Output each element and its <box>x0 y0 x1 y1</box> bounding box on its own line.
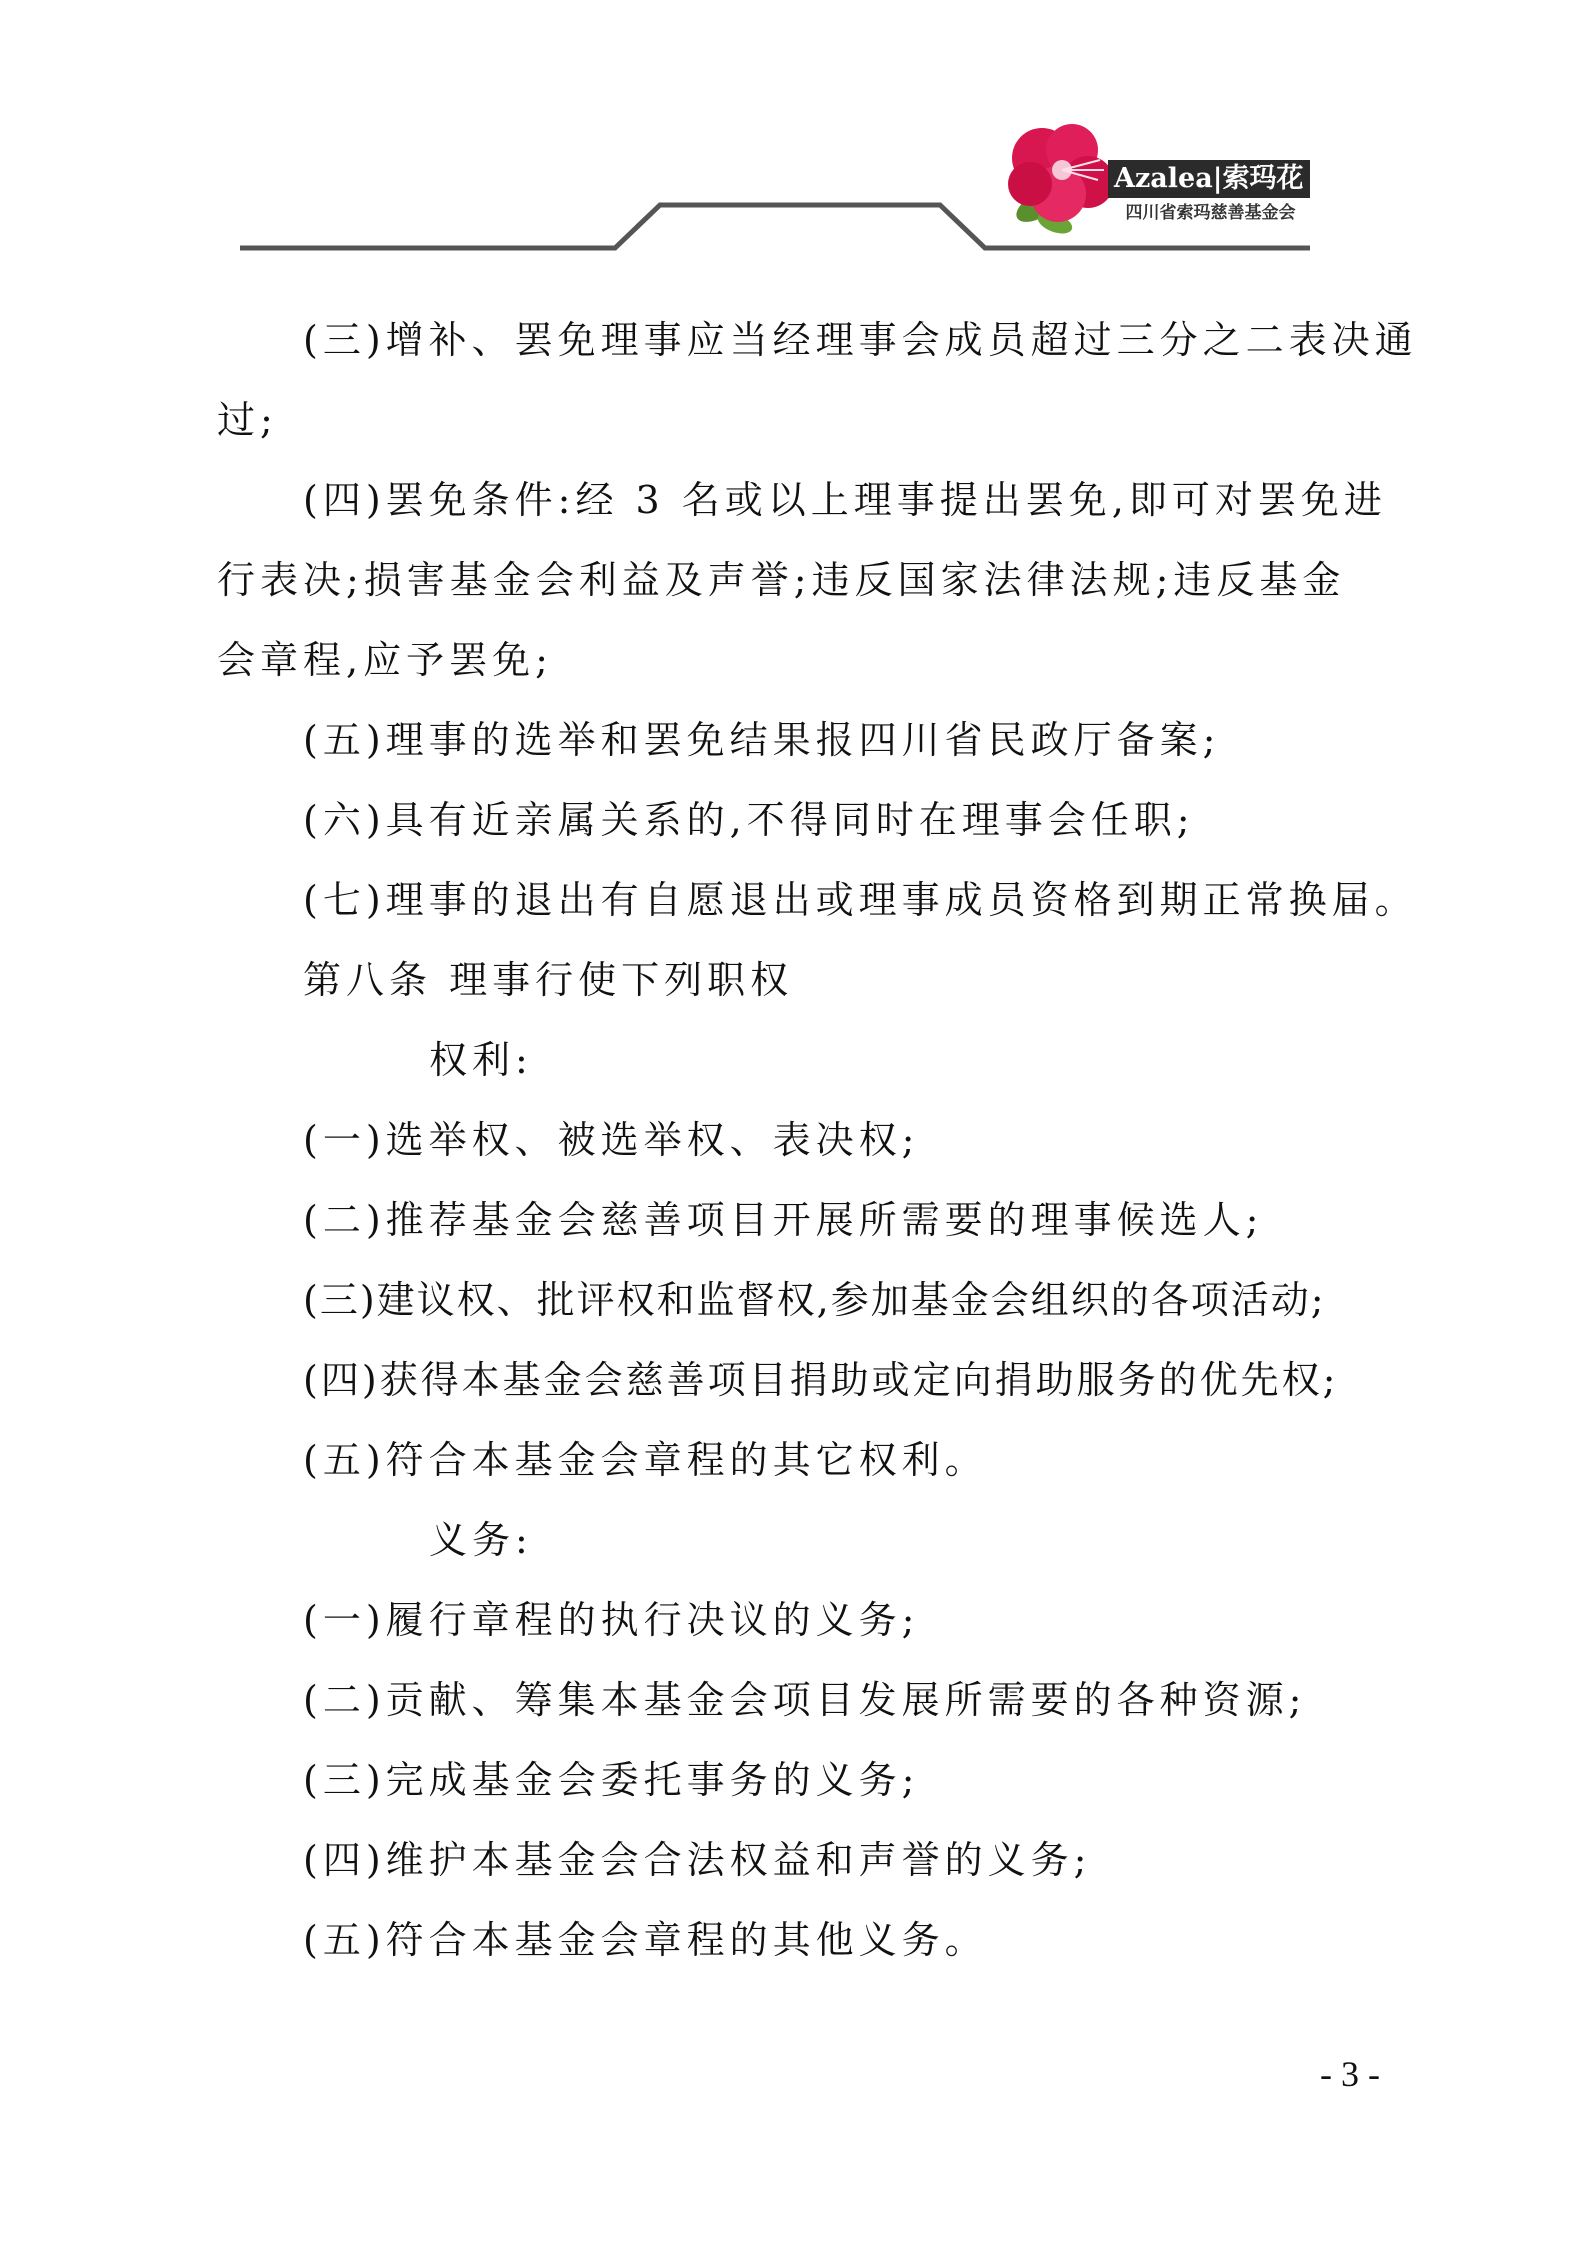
list-item: (五)符合本基金会章程的其它权利。 <box>303 1438 988 1482</box>
logo-text-en: Azalea|索玛花 <box>1108 160 1310 198</box>
list-item: (三)完成基金会委托事务的义务; <box>303 1758 920 1802</box>
list-item: (一)选举权、被选举权、表决权; <box>303 1118 920 1162</box>
list-item: (二)贡献、筹集本基金会项目发展所需要的各种资源; <box>303 1678 1307 1722</box>
list-item: (五)符合本基金会章程的其他义务。 <box>303 1918 988 1962</box>
list-item: (一)履行章程的执行决议的义务; <box>303 1598 920 1642</box>
paragraph-line: 过; <box>217 398 278 442</box>
paragraph-line: 会章程,应予罢免; <box>217 638 553 682</box>
paragraph-line: (六)具有近亲属关系的,不得同时在理事会任职; <box>303 798 1195 842</box>
list-item: (二)推荐基金会慈善项目开展所需要的理事候选人; <box>303 1198 1264 1242</box>
list-item: (四)维护本基金会合法权益和声誉的义务; <box>303 1838 1092 1882</box>
list-item: (四)获得本基金会慈善项目捐助或定向捐助服务的优先权; <box>303 1358 1339 1402</box>
paragraph-line: (五)理事的选举和罢免结果报四川省民政厅备案; <box>303 718 1221 762</box>
article-heading: 第八条 理事行使下列职权 <box>303 958 794 1002</box>
paragraph-line: (四)罢免条件:经 3 名或以上理事提出罢免,即可对罢免进 <box>303 478 1387 522</box>
header-divider <box>0 0 1587 260</box>
page-number: - 3 - <box>1320 2054 1380 2094</box>
document-body <box>217 300 1418 1980</box>
paragraph-line: (七)理事的退出有自愿退出或理事成员资格到期正常换届。 <box>303 878 1418 922</box>
logo-text-cn: 四川省索玛慈善基金会 <box>1125 203 1296 223</box>
list-item: (三)建议权、批评权和监督权,参加基金会组织的各项活动; <box>303 1278 1326 1322</box>
section-label-duties: 义务: <box>429 1518 533 1562</box>
section-label-rights: 权利: <box>429 1038 533 1082</box>
paragraph-line: (三)增补、罢免理事应当经理事会成员超过三分之二表决通 <box>303 318 1418 362</box>
paragraph-line: 行表决;损害基金会利益及声誉;违反国家法律法规;违反基金 <box>217 558 1346 602</box>
